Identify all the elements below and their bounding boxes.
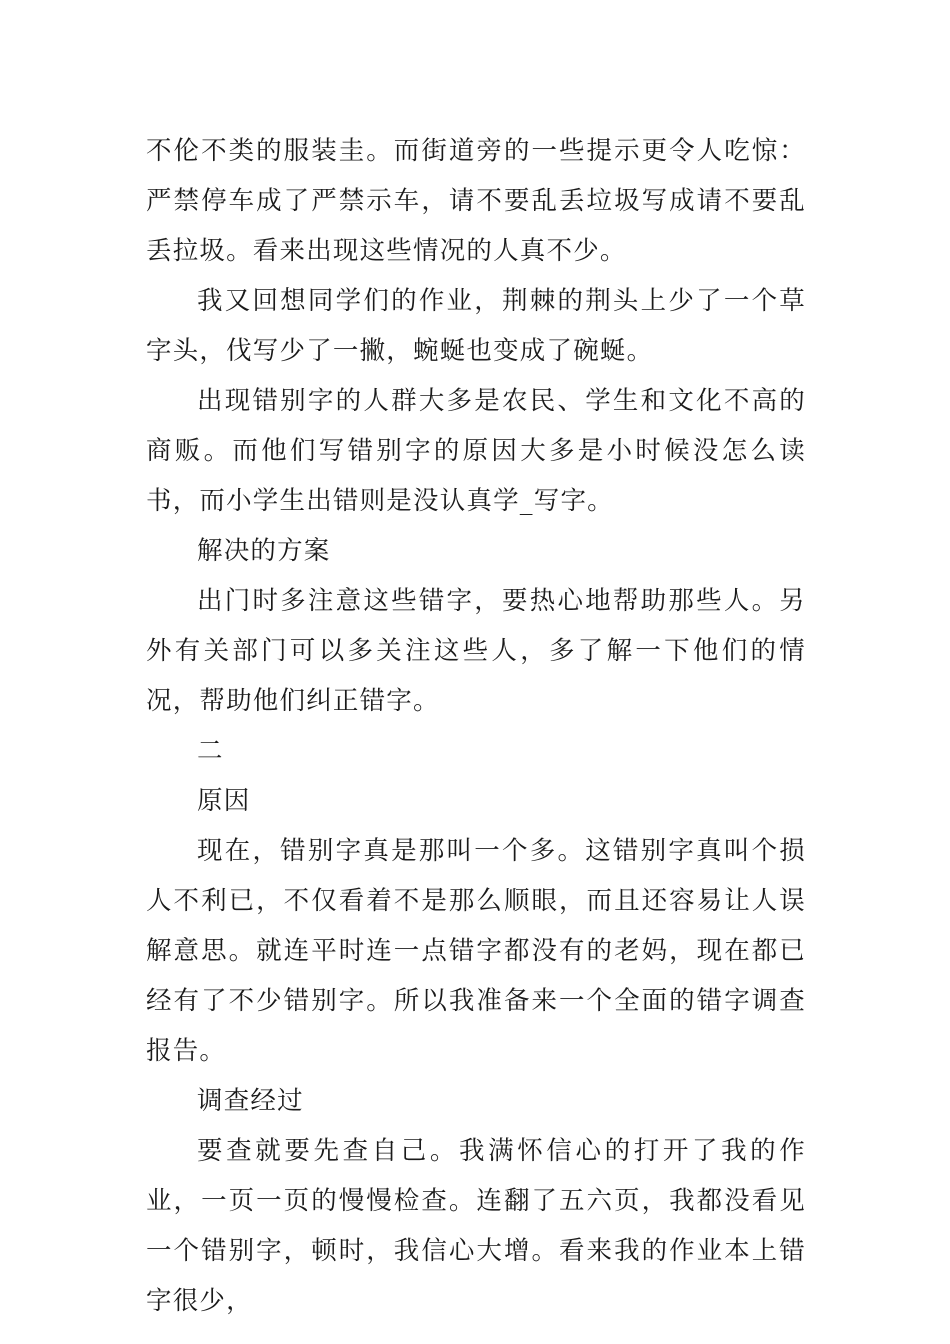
paragraph: 我又回想同学们的作业，荆棘的荆头上少了一个草字头，伐写少了一撇，蜿蜒也变成了碗蜒。	[146, 286, 806, 366]
document-page	[146, 126, 806, 1326]
section-heading: 解决的方案	[197, 536, 331, 566]
paragraph: 现在，错别字真是那叫一个多。这错别字真叫个损人不利已，不仅看着不是那么顺眼，而且还容易让人误解意思。就连平时连一点错字都没有的老妈，现在都已经有了不少错别字。所以我准备来一个全面的错字调查报告。	[146, 836, 806, 1066]
paragraph: 出现错别字的人群大多是农民、学生和文化不高的商贩。而他们写错别字的原因大多是小时候没怎么读书，而小学生出错则是没认真学_写字。	[146, 386, 806, 516]
section-number: 二	[197, 736, 224, 766]
section-heading: 原因	[197, 786, 251, 816]
paragraph-continued: 不伦不类的服装圭。而街道旁的一些提示更令人吃惊：严禁停车成了严禁示车，请不要乱丢垃圾写成请不要乱丢拉圾。看来出现这些情况的人真不少。	[146, 136, 806, 266]
paragraph: 要查就要先查自己。我满怀信心的打开了我的作业，一页一页的慢慢检查。连翻了五六页，我都没看见一个错别字，顿时，我信心大增。看来我的作业本上错字很少，	[146, 1136, 806, 1316]
paragraph: 出门时多注意这些错字，要热心地帮助那些人。另外有关部门可以多关注这些人，多了解一下他们的情况，帮助他们纠正错字。	[146, 586, 806, 716]
section-heading: 调查经过	[197, 1086, 304, 1116]
